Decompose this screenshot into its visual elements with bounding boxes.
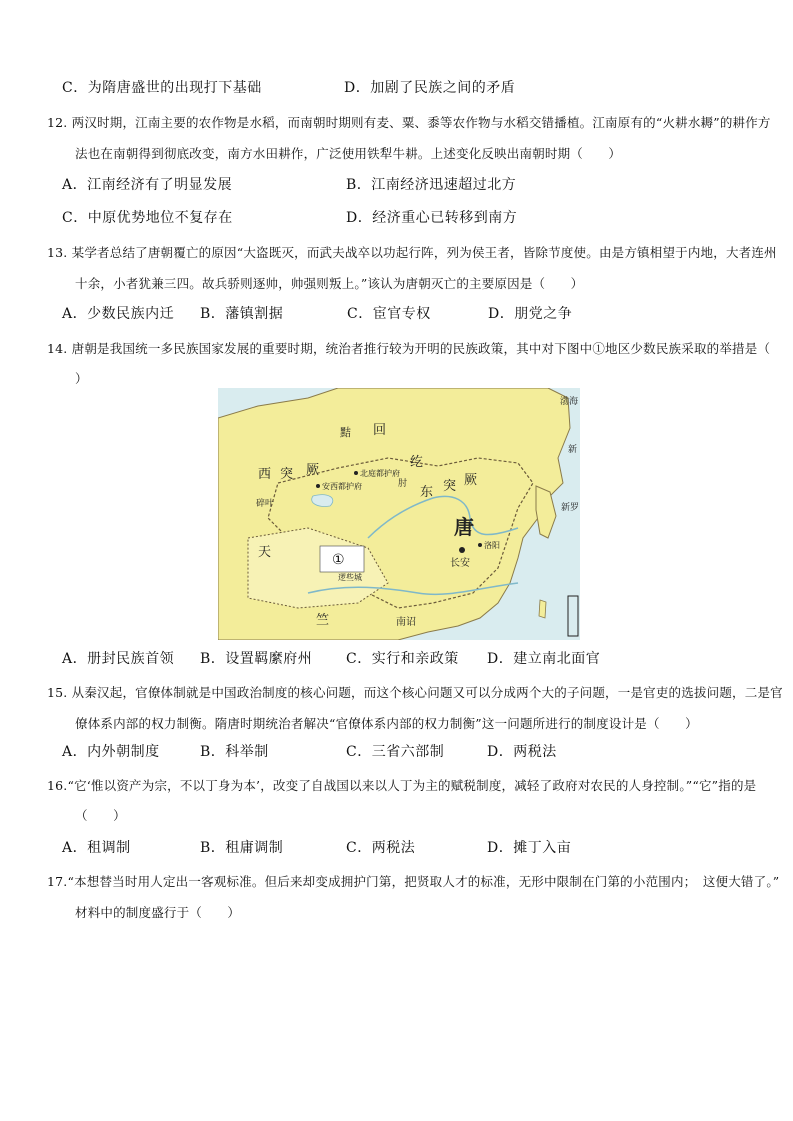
map-label-huihe-2: 纥 <box>410 455 424 470</box>
q13-option-b: B．藩镇割据 <box>200 306 284 322</box>
q13-stem-line1: 13. 某学者总结了唐朝覆亡的原因“大盗既灭，而武夫战卒以功起行阵，列为侯王者，皆除节度使。由是方镇相望于内地，大者连州 <box>47 245 777 260</box>
q11-option-c: C．为隋唐盛世的出现打下基础 <box>62 80 262 96</box>
q15-option-a: A．内外朝制度 <box>62 744 160 760</box>
map-taiwan <box>539 600 546 618</box>
q13-stem-line2: 十余，小者犹兼三四。故兵骄则逐帅，帅强则叛上。”该认为唐朝灭亡的主要原因是（ ） <box>75 276 584 291</box>
q14-option-a: A．册封民族首领 <box>62 651 175 667</box>
q14-option-d: D．建立南北面官 <box>487 651 601 667</box>
q13-option-d: D．朋党之争 <box>488 306 573 322</box>
map-label-dongtujue-2: 突 <box>443 479 457 494</box>
q17-stem-line2: 材料中的制度盛行于（ ） <box>75 905 241 920</box>
q15-stem-line1: 15. 从秦汉起，官僚体制就是中国政治制度的核心问题，而这个核心问题又可以分成两个大的子问题，一是官吏的选拔问题，二是官 <box>47 685 783 700</box>
q12-option-c: C．中原优势地位不复存在 <box>62 210 233 226</box>
map-label-dongtujue-1: 东 <box>420 485 434 500</box>
q12-stem-line1: 12. 两汉时期，江南主要的农作物是水稻，而南朝时期则有麦、粟、黍等农作物与水稻交错播植。江南原有的“火耕水耨”的耕作方 <box>47 115 771 130</box>
map-label-tang: 唐 <box>454 515 474 539</box>
map-label-zhu: 竺 <box>316 613 330 628</box>
q15-option-d: D．两税法 <box>487 744 557 760</box>
map-label-suiye: 碎叶 <box>256 499 275 509</box>
q12-option-a: A．江南经济有了明显发展 <box>62 177 233 193</box>
map-label-heli: 黠 <box>340 426 351 439</box>
map-label-beiting: 北庭都护府 <box>360 469 400 478</box>
map-marker-1: ① <box>332 552 345 568</box>
map-label-huihe-1: 回 <box>373 423 387 438</box>
map-label-xitujue-1: 西 <box>258 467 272 482</box>
map-anxi-dot <box>316 484 320 488</box>
q13-option-a: A．少数民族内迁 <box>62 306 175 322</box>
map-beiting-dot <box>354 471 358 475</box>
map-label-xitujue-2: 突 <box>280 467 294 482</box>
q12-option-d: D．经济重心已转移到南方 <box>346 210 518 226</box>
map-label-dongtujue-3: 厥 <box>464 473 478 488</box>
q16-option-c: C．两税法 <box>346 840 416 856</box>
q11-option-d: D．加剧了民族之间的矛盾 <box>344 80 516 96</box>
q16-option-a: A．租调制 <box>62 840 131 856</box>
map-label-bohai: 渤海 <box>560 397 579 407</box>
q14-option-c: C．实行和亲政策 <box>346 651 459 667</box>
map-label-anxi: 安西都护府 <box>322 482 362 491</box>
q14-option-b: B．设置羁縻府州 <box>200 651 313 667</box>
q12-option-b: B．江南经济迅速超过北方 <box>346 177 517 193</box>
tang-dynasty-map <box>218 388 580 640</box>
q15-stem-line2: 僚体系内部的权力制衡。隋唐时期统治者解决“官僚体系内部的权力制衡”这一问题所进行的制度设计是（ ） <box>75 716 698 731</box>
map-label-xitujue-3: 厥 <box>306 463 320 478</box>
q14-stem-line1: 14. 唐朝是我国统一多民族国家发展的重要时期，统治者推行较为开明的民族政策，其中对下图中①地区少数民族采取的举措是（ <box>47 341 771 356</box>
map-label-xinluo: 新罗 <box>561 503 580 513</box>
map-label-changan: 长安 <box>450 558 470 569</box>
map-luoyang-dot <box>478 543 482 547</box>
map-label-nanzhao: 南诏 <box>396 617 416 628</box>
q15-option-b: B．科举制 <box>200 744 269 760</box>
q16-option-b: B．租庸调制 <box>200 840 284 856</box>
q15-option-c: C．三省六部制 <box>346 744 445 760</box>
map-label-luoyang: 洛阳 <box>484 541 500 550</box>
map-label-north: 新 <box>568 445 578 455</box>
q12-stem-line2: 法也在南朝得到彻底改变，南方水田耕作，广泛使用铁犁牛耕。上述变化反映出南朝时期（ ） <box>75 146 622 161</box>
q17-stem-line1: 17.“本想替当时用人定出一客观标准。但后来却变成拥护门第，把贤取人才的标准，无形中限制在门第的小范围内； 这便大错了。” <box>47 874 780 889</box>
q16-stem-line2: （ ） <box>75 808 126 823</box>
q16-stem-line1: 16.“它‘惟以资产为宗，不以丁身为本’，改变了自战国以来以人丁为主的赋税制度，减轻了政府对农民的人身控制。”“它”指的是 <box>47 778 757 793</box>
q13-option-c: C．宦官专权 <box>347 306 431 322</box>
q14-stem-line2: ） <box>75 371 88 386</box>
map-label-guiyuan: 肘 <box>398 479 408 489</box>
map-changan-dot <box>459 547 465 553</box>
q16-option-d: D．摊丁入亩 <box>487 840 572 856</box>
map-label-luoxie: 逻些城 <box>338 573 362 582</box>
map-label-tian: 天 <box>258 545 272 560</box>
